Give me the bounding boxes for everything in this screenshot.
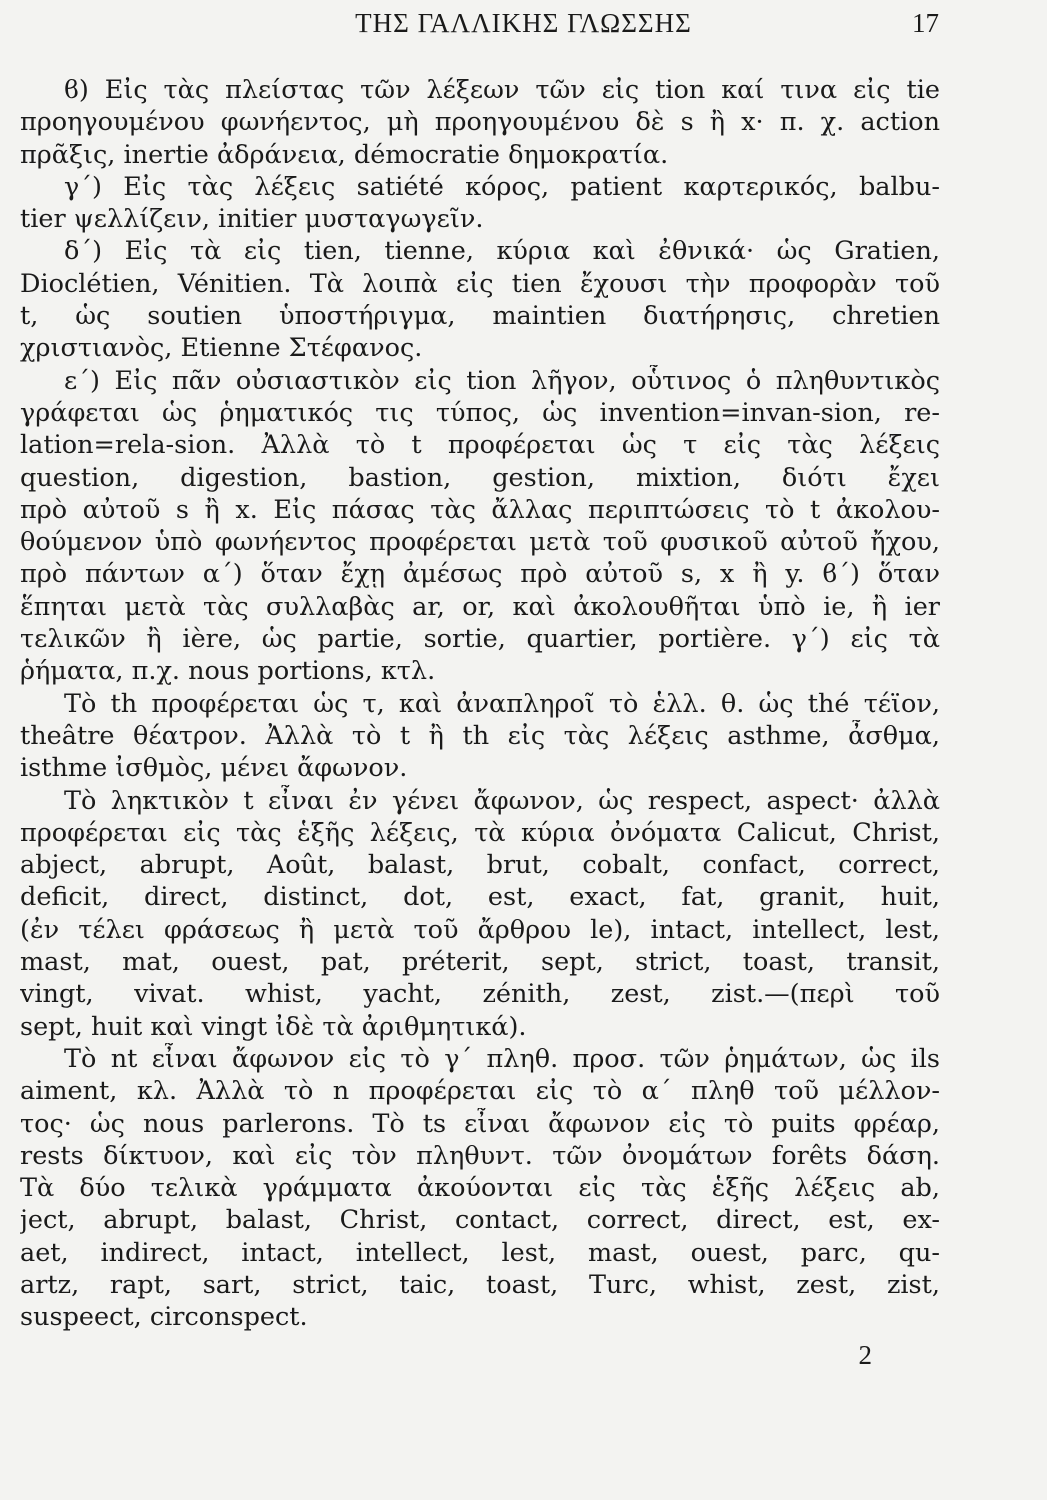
- text-line: artz, rapt, sart, strict, taic, toast, Turc, whist, zest, zist,: [20, 1269, 940, 1300]
- text-line: θούμενον ὑπὸ φωνήεντος προφέρεται μετὰ τοῦ φυσικοῦ αὐτοῦ ἤχου,: [20, 527, 940, 558]
- text-line: theâtre θέατρον. Ἀλλὰ τὸ t ἢ th εἰς τὰς λέξεις asthme, ἆσθμα,: [20, 720, 940, 751]
- text-line: Τὸ ληκτικὸν t εἶναι ἐν γένει ἄφωνον, ὡς respect, aspect· ἀλλὰ: [64, 785, 940, 816]
- running-title: ΤΗΣ ΓΑΛΛΙΚΗΣ ΓΛΩΣΣΗΣ: [355, 8, 692, 38]
- text-line: rests δίκτυον, καὶ εἰς τὸν πληθυντ. τῶν ὀνομάτων forêts δάση.: [20, 1140, 940, 1171]
- text-line: Τὰ δύο τελικὰ γράμματα ἀκούονται εἰς τὰς ἑξῆς λέξεις ab,: [20, 1173, 940, 1204]
- text-line: sept, huit καὶ vingt ἰδὲ τὰ ἀριθμητικά).: [20, 1011, 527, 1042]
- text-line: abject, abrupt, Août, balast, brut, cobalt, confact, correct,: [20, 850, 940, 881]
- text-line: ε΄) Εἰς πᾶν οὐσιαστικὸν εἰς tion λῆγον, οὗτινος ὁ πληθυντικὸς: [64, 365, 940, 396]
- text-line: γράφεται ὡς ῥηματικός τις τύπος, ὡς invention=invan-sion, re-: [20, 397, 940, 428]
- text-line: Τὸ nt εἶναι ἄφωνον εἰς τὸ γ΄ πληθ. προσ. τῶν ῥημάτων, ὡς ils: [64, 1043, 940, 1074]
- text-line: ἕπηται μετὰ τὰς συλλαβὰς ar, or, καὶ ἀκολουθῆται ὑπὸ ie, ἢ ier: [20, 591, 940, 622]
- text-line: Τὸ th προφέρεται ὡς τ, καὶ ἀναπληροῖ τὸ ἑλλ. θ. ὡς thé τέϊον,: [64, 688, 940, 719]
- text-line: πρᾶξις, inertie ἀδράνεια, démocratie δημοκρατία.: [20, 139, 669, 170]
- text-line: προφέρεται εἰς τὰς ἑξῆς λέξεις, τὰ κύρια ὀνόματα Calicut, Christ,: [20, 817, 940, 848]
- text-line: προηγουμένου φωνήεντος, μὴ προηγουμένου δὲ s ἢ x· π. χ. action: [20, 107, 940, 138]
- text-line: ῥήματα, π.χ. nous portions, κτλ.: [20, 656, 436, 687]
- text-line: mast, mat, ouest, pat, préterit, sept, strict, toast, transit,: [20, 947, 940, 978]
- signature-mark: 2: [858, 1340, 872, 1370]
- text-line: Dioclétien, Vénitien. Τὰ λοιπὰ εἰς tien ἔχουσι τὴν προφορὰν τοῦ: [20, 268, 940, 299]
- page-number: 17: [912, 8, 939, 38]
- text-line: γ΄) Εἰς τὰς λέξεις satiété κόρος, patient καρτερικός, balbu-: [64, 171, 940, 202]
- text-line: χριστιανὸς, Etienne Στέφανος.: [20, 333, 423, 364]
- text-line: vingt, vivat. whist, yacht, zénith, zest, zist.—(περὶ τοῦ: [20, 979, 940, 1010]
- text-line: tier ψελλίζειν, initier μυσταγωγεῖν.: [20, 204, 484, 235]
- text-line: suspeect, circonspect.: [20, 1302, 308, 1333]
- text-line: ject, abrupt, balast, Christ, contact, correct, direct, est, ex-: [20, 1205, 940, 1236]
- text-line: deficit, direct, distinct, dot, est, exact, fat, granit, huit,: [20, 882, 940, 913]
- body-text: [20, 74, 940, 1334]
- text-line: πρὸ αὐτοῦ s ἢ x. Εἰς πάσας τὰς ἄλλας περιπτώσεις τὸ t ἀκολου-: [20, 494, 940, 525]
- text-line: πρὸ πάντων α΄) ὅταν ἔχῃ ἀμέσως πρὸ αὐτοῦ s, x ἢ y. ϐ΄) ὅταν: [20, 559, 940, 590]
- text-line: aet, indirect, intact, intellect, lest, mast, ouest, parc, qu-: [20, 1237, 940, 1268]
- text-line: lation=rela-sion. Ἀλλὰ τὸ t προφέρεται ὡς τ εἰς τὰς λέξεις: [20, 430, 940, 461]
- text-line: τελικῶν ἢ ière, ὡς partie, sortie, quartier, portière. γ΄) εἰς τὰ: [20, 624, 940, 655]
- text-line: (ἐν τέλει φράσεως ἢ μετὰ τοῦ ἄρθρου le), intact, intellect, lest,: [20, 914, 940, 945]
- text-line: δ΄) Εἰς τὰ εἰς tien, tienne, κύρια καὶ ἐθνικά· ὡς Gratien,: [64, 236, 940, 267]
- text-line: question, digestion, bastion, gestion, mixtion, διότι ἔχει: [20, 462, 940, 493]
- text-line: isthme ἰσθμὸς, μένει ἄφωνον.: [20, 753, 408, 784]
- text-line: t, ὡς soutien ὑποστήριγμα, maintien διατήρησις, chretien: [20, 301, 940, 332]
- text-line: ϐ) Εἰς τὰς πλείστας τῶν λέξεων τῶν εἰς tion καί τινα εἰς tie: [64, 75, 940, 105]
- text-line: τος· ὡς nous parlerons. Τὸ ts εἶναι ἄφωνον εἰς τὸ puits φρέαρ,: [20, 1108, 940, 1139]
- text-line: aiment, κλ. Ἀλλὰ τὸ n προφέρεται εἰς τὸ α΄ πληθ τοῦ μέλλον-: [20, 1076, 940, 1107]
